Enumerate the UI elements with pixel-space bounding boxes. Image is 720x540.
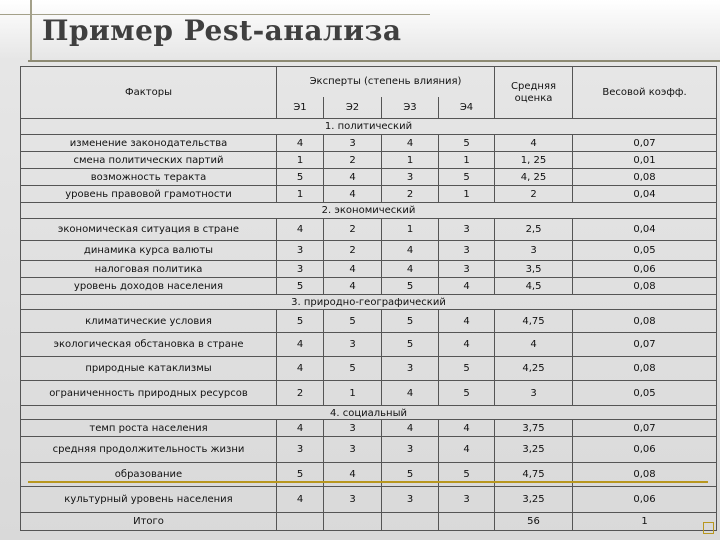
e4-cell: 5 — [439, 463, 495, 487]
avg-cell: 4 — [495, 135, 573, 152]
weight-cell: 0,08 — [573, 169, 717, 186]
table-row — [21, 278, 717, 295]
e3-cell: 4 — [382, 135, 439, 152]
factor-cell: климатические условия — [21, 310, 277, 333]
decor-gold-line — [28, 481, 708, 483]
e4-cell: 4 — [439, 310, 495, 333]
header-e1: Э1 — [277, 97, 324, 119]
e1-cell: 5 — [277, 169, 324, 186]
header-average: Средняя оценка — [495, 67, 573, 119]
e1-cell: 5 — [277, 310, 324, 333]
e1-cell: 5 — [277, 463, 324, 487]
e1-cell: 1 — [277, 152, 324, 169]
weight-cell: 0,06 — [573, 487, 717, 513]
factor-cell: экономическая ситуация в стране — [21, 219, 277, 241]
avg-cell: 4,5 — [495, 278, 573, 295]
table-row — [21, 357, 717, 381]
avg-cell: 4,25 — [495, 357, 573, 381]
avg-cell: 4 — [495, 333, 573, 357]
e3-cell: 4 — [382, 420, 439, 437]
total-weight: 1 — [573, 513, 717, 531]
header-experts: Эксперты (степень влияния) — [277, 67, 495, 97]
weight-cell: 0,07 — [573, 420, 717, 437]
e2-cell: 3 — [324, 487, 382, 513]
e3-cell: 1 — [382, 219, 439, 241]
e2-cell: 2 — [324, 241, 382, 261]
weight-cell: 0,06 — [573, 437, 717, 463]
e1-cell: 4 — [277, 487, 324, 513]
factor-cell: темп роста населения — [21, 420, 277, 437]
e4-cell: 5 — [439, 381, 495, 406]
table-row — [21, 333, 717, 357]
e1-cell: 4 — [277, 219, 324, 241]
e4-cell: 4 — [439, 278, 495, 295]
table-row — [21, 186, 717, 203]
factor-cell: уровень доходов населения — [21, 278, 277, 295]
e4-cell: 5 — [439, 169, 495, 186]
section-heading: 1. политический — [21, 119, 717, 135]
avg-cell: 3,75 — [495, 420, 573, 437]
e4-cell: 3 — [439, 261, 495, 278]
e1-cell: 4 — [277, 420, 324, 437]
e2-cell: 3 — [324, 420, 382, 437]
table-row — [21, 219, 717, 241]
table-row — [21, 420, 717, 437]
e4-cell: 4 — [439, 333, 495, 357]
e3-cell: 4 — [382, 381, 439, 406]
e4-cell: 3 — [439, 487, 495, 513]
table-row — [21, 169, 717, 186]
header-e3: Э3 — [382, 97, 439, 119]
e2-cell: 3 — [324, 135, 382, 152]
factor-cell: образование — [21, 463, 277, 487]
e2-cell: 4 — [324, 463, 382, 487]
factor-cell: динамика курса валюты — [21, 241, 277, 261]
table-row — [21, 487, 717, 513]
section-heading: 2. экономический — [21, 203, 717, 219]
weight-cell: 0,04 — [573, 186, 717, 203]
e4-cell: 4 — [439, 437, 495, 463]
e2-cell: 4 — [324, 186, 382, 203]
weight-cell: 0,04 — [573, 219, 717, 241]
e2-cell: 4 — [324, 261, 382, 278]
avg-cell: 2 — [495, 186, 573, 203]
weight-cell: 0,06 — [573, 261, 717, 278]
e3-cell: 3 — [382, 169, 439, 186]
table-row — [21, 241, 717, 261]
table-row — [21, 310, 717, 333]
e2-cell: 2 — [324, 152, 382, 169]
avg-cell: 1, 25 — [495, 152, 573, 169]
factor-cell: налоговая политика — [21, 261, 277, 278]
decor-vertical-line — [30, 0, 32, 62]
weight-cell: 0,01 — [573, 152, 717, 169]
page-title: Пример Pest-анализа — [42, 14, 402, 47]
e4-cell: 1 — [439, 186, 495, 203]
e2-cell: 5 — [324, 310, 382, 333]
e2-cell: 2 — [324, 219, 382, 241]
factor-cell: возможность теракта — [21, 169, 277, 186]
table-row — [21, 381, 717, 406]
section-heading: 3. природно-географический — [21, 295, 717, 310]
avg-cell: 4,75 — [495, 310, 573, 333]
table-row — [21, 437, 717, 463]
table-row — [21, 261, 717, 278]
factor-cell: средняя продолжительность жизни — [21, 437, 277, 463]
e2-cell: 4 — [324, 169, 382, 186]
weight-cell: 0,08 — [573, 357, 717, 381]
factor-cell: изменение законодательства — [21, 135, 277, 152]
e4-cell: 5 — [439, 135, 495, 152]
e4-cell: 5 — [439, 357, 495, 381]
e3-cell: 3 — [382, 487, 439, 513]
header-weight: Весовой коэфф. — [573, 67, 717, 119]
e1-cell: 3 — [277, 437, 324, 463]
avg-cell: 3,25 — [495, 437, 573, 463]
avg-cell: 4,75 — [495, 463, 573, 487]
avg-cell: 3 — [495, 241, 573, 261]
e1-cell: 3 — [277, 241, 324, 261]
avg-cell: 4, 25 — [495, 169, 573, 186]
e1-cell: 2 — [277, 381, 324, 406]
avg-cell: 3,25 — [495, 487, 573, 513]
factor-cell: культурный уровень населения — [21, 487, 277, 513]
e3-cell: 4 — [382, 261, 439, 278]
header-factors: Факторы — [21, 67, 277, 119]
pest-table-wrapper — [20, 66, 716, 540]
e1-cell: 4 — [277, 135, 324, 152]
e1-cell: 5 — [277, 278, 324, 295]
avg-cell: 3 — [495, 381, 573, 406]
e3-cell: 5 — [382, 310, 439, 333]
e3-cell: 4 — [382, 241, 439, 261]
e1-cell: 3 — [277, 261, 324, 278]
table-row — [21, 152, 717, 169]
e2-cell: 3 — [324, 333, 382, 357]
e4-cell: 4 — [439, 420, 495, 437]
factor-cell: природные катаклизмы — [21, 357, 277, 381]
avg-cell: 2,5 — [495, 219, 573, 241]
e3-cell: 5 — [382, 463, 439, 487]
e1-cell: 4 — [277, 333, 324, 357]
e2-cell: 5 — [324, 357, 382, 381]
e4-cell: 3 — [439, 241, 495, 261]
weight-cell: 0,07 — [573, 333, 717, 357]
decor-gold-square — [703, 522, 714, 534]
factor-cell: ограниченность природных ресурсов — [21, 381, 277, 406]
e2-cell: 1 — [324, 381, 382, 406]
weight-cell: 0,05 — [573, 381, 717, 406]
e4-cell: 3 — [439, 219, 495, 241]
factor-cell: уровень правовой грамотности — [21, 186, 277, 203]
e2-cell: 4 — [324, 278, 382, 295]
title-underline — [28, 60, 720, 62]
weight-cell: 0,08 — [573, 278, 717, 295]
weight-cell: 0,05 — [573, 241, 717, 261]
e3-cell: 2 — [382, 186, 439, 203]
section-heading: 4. социальный — [21, 406, 717, 420]
e3-cell: 3 — [382, 357, 439, 381]
e3-cell: 3 — [382, 437, 439, 463]
header-e4: Э4 — [439, 97, 495, 119]
total-row — [21, 513, 717, 531]
factor-cell: смена политических партий — [21, 152, 277, 169]
avg-cell: 3,5 — [495, 261, 573, 278]
total-avg: 56 — [495, 513, 573, 531]
weight-cell: 0,07 — [573, 135, 717, 152]
e1-cell: 1 — [277, 186, 324, 203]
pest-table — [20, 66, 717, 531]
total-label: Итого — [21, 513, 277, 531]
table-row — [21, 135, 717, 152]
header-e2: Э2 — [324, 97, 382, 119]
e3-cell: 5 — [382, 278, 439, 295]
e3-cell: 5 — [382, 333, 439, 357]
e2-cell: 3 — [324, 437, 382, 463]
weight-cell: 0,08 — [573, 463, 717, 487]
e4-cell: 1 — [439, 152, 495, 169]
e1-cell: 4 — [277, 357, 324, 381]
e3-cell: 1 — [382, 152, 439, 169]
factor-cell: экологическая обстановка в стране — [21, 333, 277, 357]
weight-cell: 0,08 — [573, 310, 717, 333]
